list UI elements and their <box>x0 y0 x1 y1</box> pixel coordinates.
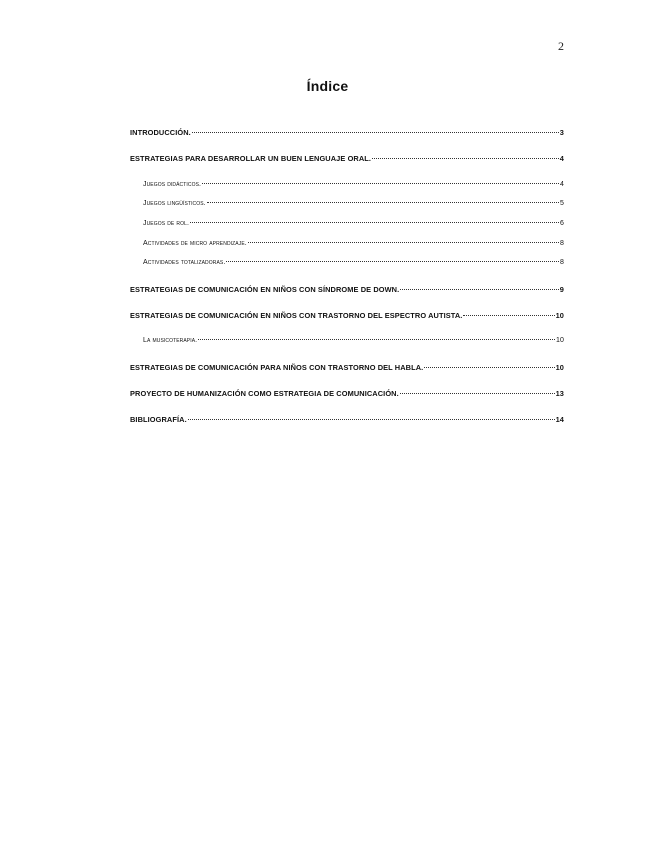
dot-leader <box>226 260 559 262</box>
toc-title: Índice <box>306 78 349 94</box>
toc-entry-estrategias-lenguaje-oral[interactable] <box>130 154 564 163</box>
page-number: 2 <box>558 39 564 53</box>
toc-entry-label: Actividades de micro aprendizaje. <box>143 240 247 247</box>
toc-entry-label: ESTRATEGIAS DE COMUNICACIÓN EN NIÑOS CON SÍNDROME DE DOWN. <box>130 285 400 294</box>
toc-entry-page: 14 <box>555 415 564 424</box>
toc-entry-juegos-de-rol[interactable] <box>143 220 564 227</box>
toc-entry-page: 10 <box>555 311 564 320</box>
toc-entry-page: 4 <box>560 181 564 188</box>
toc-entry-bibliografia[interactable] <box>130 415 564 424</box>
toc-entry-label: INTRODUCCIÓN. <box>130 128 191 137</box>
dot-leader <box>188 418 555 420</box>
toc-entry-page: 8 <box>560 240 564 247</box>
toc-entry-espectro-autista[interactable] <box>130 311 564 320</box>
toc-entry-label: ESTRATEGIAS PARA DESARROLLAR UN BUEN LENGUAJE ORAL. <box>130 154 372 163</box>
toc-entry-label: BIBLIOGRAFÍA. <box>130 415 187 424</box>
toc-entry-page: 5 <box>560 200 564 207</box>
toc-entry-label: ESTRATEGIAS DE COMUNICACIÓN EN NIÑOS CON TRASTORNO DEL ESPECTRO AUTISTA. <box>130 311 463 320</box>
toc-entry-page: 3 <box>559 128 564 137</box>
dot-leader <box>372 157 559 159</box>
toc-entry-juegos-linguisticos[interactable] <box>143 200 564 207</box>
dot-leader <box>198 338 555 340</box>
toc-entry-page: 4 <box>559 154 564 163</box>
toc-entry-actividades-totalizadoras[interactable] <box>143 259 564 266</box>
toc-entry-musicoterapia[interactable] <box>143 337 564 344</box>
toc-entry-page: 10 <box>555 363 564 372</box>
toc-entry-page: 6 <box>560 220 564 227</box>
dot-leader <box>400 288 559 290</box>
dot-leader <box>202 182 559 184</box>
toc-entry-label: Juegos didácticos. <box>143 181 202 188</box>
toc-entry-introduccion[interactable] <box>130 128 564 137</box>
toc-entry-page: 10 <box>556 337 564 344</box>
toc-entry-label: La musicoterapia. <box>143 337 198 344</box>
toc-entry-label: Juegos lingüísticos. <box>143 200 206 207</box>
toc-entry-label: PROYECTO DE HUMANIZACIÓN COMO ESTRATEGIA DE COMUNICACIÓN. <box>130 389 399 398</box>
toc-entry-juegos-didacticos[interactable] <box>143 181 564 188</box>
dot-leader <box>424 366 554 368</box>
dot-leader <box>192 131 559 133</box>
dot-leader <box>190 221 559 223</box>
toc-entry-label: Actividades totalizadoras. <box>143 259 226 266</box>
toc-entry-page: 8 <box>560 259 564 266</box>
toc-entry-label: Juegos de rol. <box>143 220 190 227</box>
toc-entry-label: ESTRATEGIAS DE COMUNICACIÓN PARA NIÑOS CON TRASTORNO DEL HABLA. <box>130 363 424 372</box>
toc-entry-trastorno-del-habla[interactable] <box>130 363 564 372</box>
dot-leader <box>400 392 555 394</box>
dot-leader <box>207 201 559 203</box>
toc-entry-page: 9 <box>559 285 564 294</box>
toc-entry-proyecto-humanizacion[interactable] <box>130 389 564 398</box>
dot-leader <box>463 314 554 316</box>
toc-entry-sindrome-de-down[interactable] <box>130 285 564 294</box>
dot-leader <box>248 241 559 243</box>
toc-entry-page: 13 <box>555 389 564 398</box>
toc-entry-micro-aprendizaje[interactable] <box>143 240 564 247</box>
